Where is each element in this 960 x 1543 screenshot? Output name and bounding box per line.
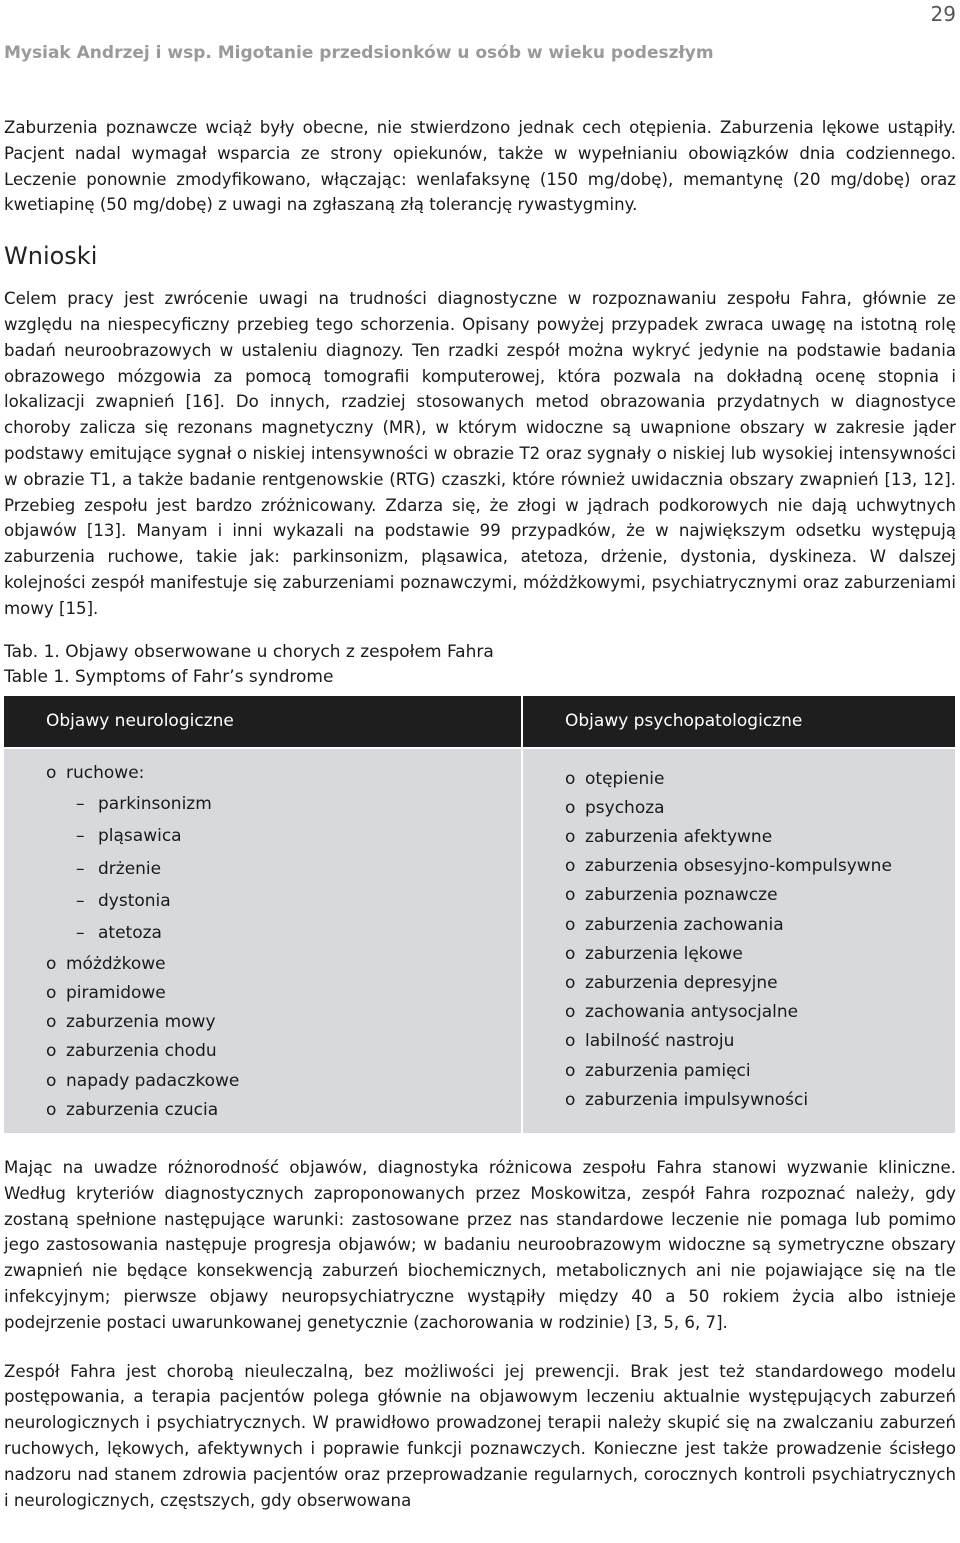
conclusions-paragraph: Celem pracy jest zwrócenie uwagi na trudności diagnostyczne w rozpoznawaniu zespołu Fahra, głównie ze względu na niespecyficzny przebieg tego schorzenia. Opisany powyżej przypadek zwraca uwagę na istotną rolę badań neuroobrazowych w ustaleniu diagnozy. Ten rzadki zespół można wykryć jedynie na podstawie badania obrazowego mózgowia za pomocą tomografii komputerowej, która pozwala na dokładną ocenę stopnia i lokalizacji zwapnień [16]. Do innych, rzadziej stosowanych metod obrazowania przydatnych w diagnostyce choroby zalicza się rezonans magnetyczny (MR), w którym widoczne są uwapnione obszary w zakresie jąder podstawy emitujące sygnał o niskiej intensywności w obrazie T2 oraz sygnały o niskiej lub wysokiej intensywności w obrazie T1, a także badanie rentgenowskie (RTG) czaszki, które również uwidacznia obszary zwapnień [13, 12]. Przebieg zespołu jest bardzo zróżnicowany. Zdarza się, że złogi w jądrach podkorowych nie dają uchwytnych objawów [13]. Manyam i inni wykazali na podstawie 99 przypadków, że w największym odsetku występują zaburzenia ruchowe, takie jak: parkinsonizm, pląsawica, atetoza, drżenie, dystonia, dyskineza. W dalszej kolejności zespół manifestuje się zaburzeniami poznawczymi, móżdżkowymi, psychiatrycznymi oraz zaburzeniami mowy [15]. — [4, 289, 956, 618]
bullet-marker: o — [46, 1070, 57, 1091]
bullet-marker: o — [565, 856, 576, 877]
table-caption-en: Table 1. Symptoms of Fahr’s syndrome — [4, 666, 334, 687]
intro-paragraph: Zaburzenia poznawcze wciąż były obecne, nie stwierdzono jednak cech otępienia. Zaburzenia lękowe ustąpiły. Pacjent nadal wymagał wsparcia ze strony opiekunów, także w wypełnianiu obowiązków dnia codziennego. Leczenie ponownie zmodyfikowano, włączając: wenlafaksynę (150 mg/dobę), memantynę (20 mg/dobę) oraz kwetiapinę (50 mg/dobę) z uwagi na zgłaszaną złą tolerancję rywastygminy. — [4, 118, 956, 215]
bullet-marker: o — [565, 1031, 576, 1052]
dash-marker: – — [76, 890, 85, 911]
page-number: 29 — [930, 2, 956, 26]
list-item-text: labilność nastroju — [585, 1031, 735, 1052]
dash-marker: – — [76, 793, 85, 814]
list-item-text: otępienie — [585, 768, 665, 789]
dash-marker: – — [76, 826, 85, 847]
table-body-row — [4, 748, 955, 1133]
bullet-marker: o — [565, 797, 576, 818]
list-item — [565, 794, 955, 823]
dash-marker: – — [76, 858, 85, 879]
list-item-text: zaburzenia obsesyjno-kompulsywne — [585, 856, 892, 877]
paragraph-spacer — [4, 1336, 956, 1359]
list-item — [565, 881, 955, 910]
bullet-marker: o — [46, 1099, 57, 1120]
list-item — [46, 1067, 521, 1096]
list-item-text: zaburzenia impulsywności — [585, 1089, 809, 1110]
list-item — [565, 852, 955, 881]
psychopathological-cell — [522, 748, 955, 1133]
list-item — [565, 823, 955, 852]
sublist-item — [76, 820, 521, 852]
sublist-item — [76, 853, 521, 885]
table-caption-pl: Tab. 1. Objawy obserwowane u chorych z zespołem Fahra — [4, 641, 494, 662]
neurological-cell — [4, 748, 522, 1133]
sublist-item — [76, 917, 521, 949]
differential-diagnosis-paragraph: Mając na uwadze różnorodność objawów, diagnostyka różnicowa zespołu Fahra stanowi wyzwanie kliniczne. Według kryteriów diagnostycznych zaproponowanych przez Moskowitza, zespół Fahra rozpoznać należy, gdy zostaną spełnione następujące warunki: zastosowane przez nas standardowe leczenie nie pomaga lub pomimo jego zastosowania następuje progresja objawów; w badaniu neuroobrazowym widoczne są symetryczne obszary zwapnień nie będące konsekwencją zaburzeń biochemicznych, metabolicznych ani nie pojawiające się na tle infekcyjnym; pierwsze objawy neuropsychiatryczne wystąpiły między 40 a 50 rokiem życia albo istnieje podejrzenie postaci uwarunkowanej genetycznie (zachorowania w rodzinie) [3, 5, 6, 7]. — [4, 1158, 956, 1332]
neurological-list — [4, 749, 521, 1133]
dash-marker: – — [76, 923, 85, 944]
list-item-text: zaburzenia depresyjne — [585, 972, 778, 993]
list-item — [565, 911, 955, 940]
bullet-marker: o — [46, 1012, 57, 1033]
list-item-text: zaburzenia zachowania — [585, 914, 784, 935]
bullet-marker: o — [565, 885, 576, 906]
bullet-marker: o — [565, 914, 576, 935]
list-item-text: zaburzenia poznawcze — [585, 885, 778, 906]
bullet-marker: o — [565, 943, 576, 964]
table-header-row — [4, 696, 955, 748]
bullet-marker: o — [46, 1041, 57, 1062]
list-item-text: zaburzenia lękowe — [585, 943, 743, 964]
sublist-item-text: parkinsonizm — [98, 793, 212, 814]
treatment-paragraph: Zespół Fahra jest chorobą nieuleczalną, bez możliwości jej prewencji. Brak jest też standardowego modelu postępowania, a terapia pacjentów polega głównie na objawowym leczeniu aktualnie występujących zaburzeń neurologicznych i psychiatrycznych. W prawidłowo prowadzonej terapii należy skupić się na zwalczaniu zaburzeń ruchowych, lękowych, afektywnych i poprawie funkcji poznawczych. Konieczne jest także prowadzenie ścisłego nadzoru nad stanem zdrowia pacjentów oraz przeprowadzanie regularnych, corocznych kontroli psychiatrycznych i neurologicznych, częstszych, gdy obserwowana — [4, 1361, 956, 1510]
sublist-item — [76, 788, 521, 820]
table-caption — [4, 640, 956, 690]
list-item — [46, 950, 521, 979]
list-item — [46, 759, 521, 950]
bullet-marker: o — [46, 982, 57, 1003]
list-item — [565, 1086, 955, 1115]
list-item-text: ruchowe: — [66, 762, 145, 783]
list-item — [46, 1096, 521, 1125]
list-item — [565, 765, 955, 794]
article-body — [4, 115, 956, 1513]
running-header: Mysiak Andrzej i wsp. Migotanie przedsionków u osób w wieku podeszłym — [4, 43, 714, 63]
motor-sublist — [46, 788, 521, 950]
list-item — [565, 1027, 955, 1056]
bullet-marker: o — [565, 1089, 576, 1110]
list-item-text: zachowania antysocjalne — [585, 1002, 799, 1023]
bullet-marker: o — [46, 953, 57, 974]
bullet-marker: o — [46, 762, 57, 783]
bullet-marker: o — [565, 972, 576, 993]
psychopathological-list — [523, 749, 955, 1123]
list-item — [46, 1037, 521, 1066]
sublist-item-text: pląsawica — [98, 826, 182, 847]
list-item-text: zaburzenia czucia — [66, 1099, 219, 1120]
list-item — [565, 940, 955, 969]
bullet-marker: o — [565, 1060, 576, 1081]
sublist-item-text: atetoza — [98, 923, 162, 944]
list-item — [46, 979, 521, 1008]
list-item — [46, 1008, 521, 1037]
list-item-text: zaburzenia afektywne — [585, 826, 773, 847]
list-item-text: psychoza — [585, 797, 665, 818]
sublist-item-text: dystonia — [98, 890, 171, 911]
list-item — [565, 1057, 955, 1086]
bullet-marker: o — [565, 768, 576, 789]
list-item-text: piramidowe — [66, 982, 166, 1003]
bullet-marker: o — [565, 1002, 576, 1023]
header-neurological: Objawy neurologiczne — [4, 696, 522, 748]
list-item-text: zaburzenia pamięci — [585, 1060, 751, 1081]
list-item-text: zaburzenia chodu — [66, 1041, 217, 1062]
sublist-item-text: drżenie — [98, 858, 162, 879]
list-item — [565, 998, 955, 1027]
list-item — [565, 969, 955, 998]
list-item-text: móżdżkowe — [66, 953, 166, 974]
section-title: Wnioski — [4, 242, 98, 271]
sublist-item — [76, 885, 521, 917]
header-psychopathological: Objawy psychopatologiczne — [522, 696, 955, 748]
list-item-text: zaburzenia mowy — [66, 1012, 216, 1033]
list-item-text: napady padaczkowe — [66, 1070, 240, 1091]
symptoms-table — [4, 696, 955, 1133]
bullet-marker: o — [565, 826, 576, 847]
